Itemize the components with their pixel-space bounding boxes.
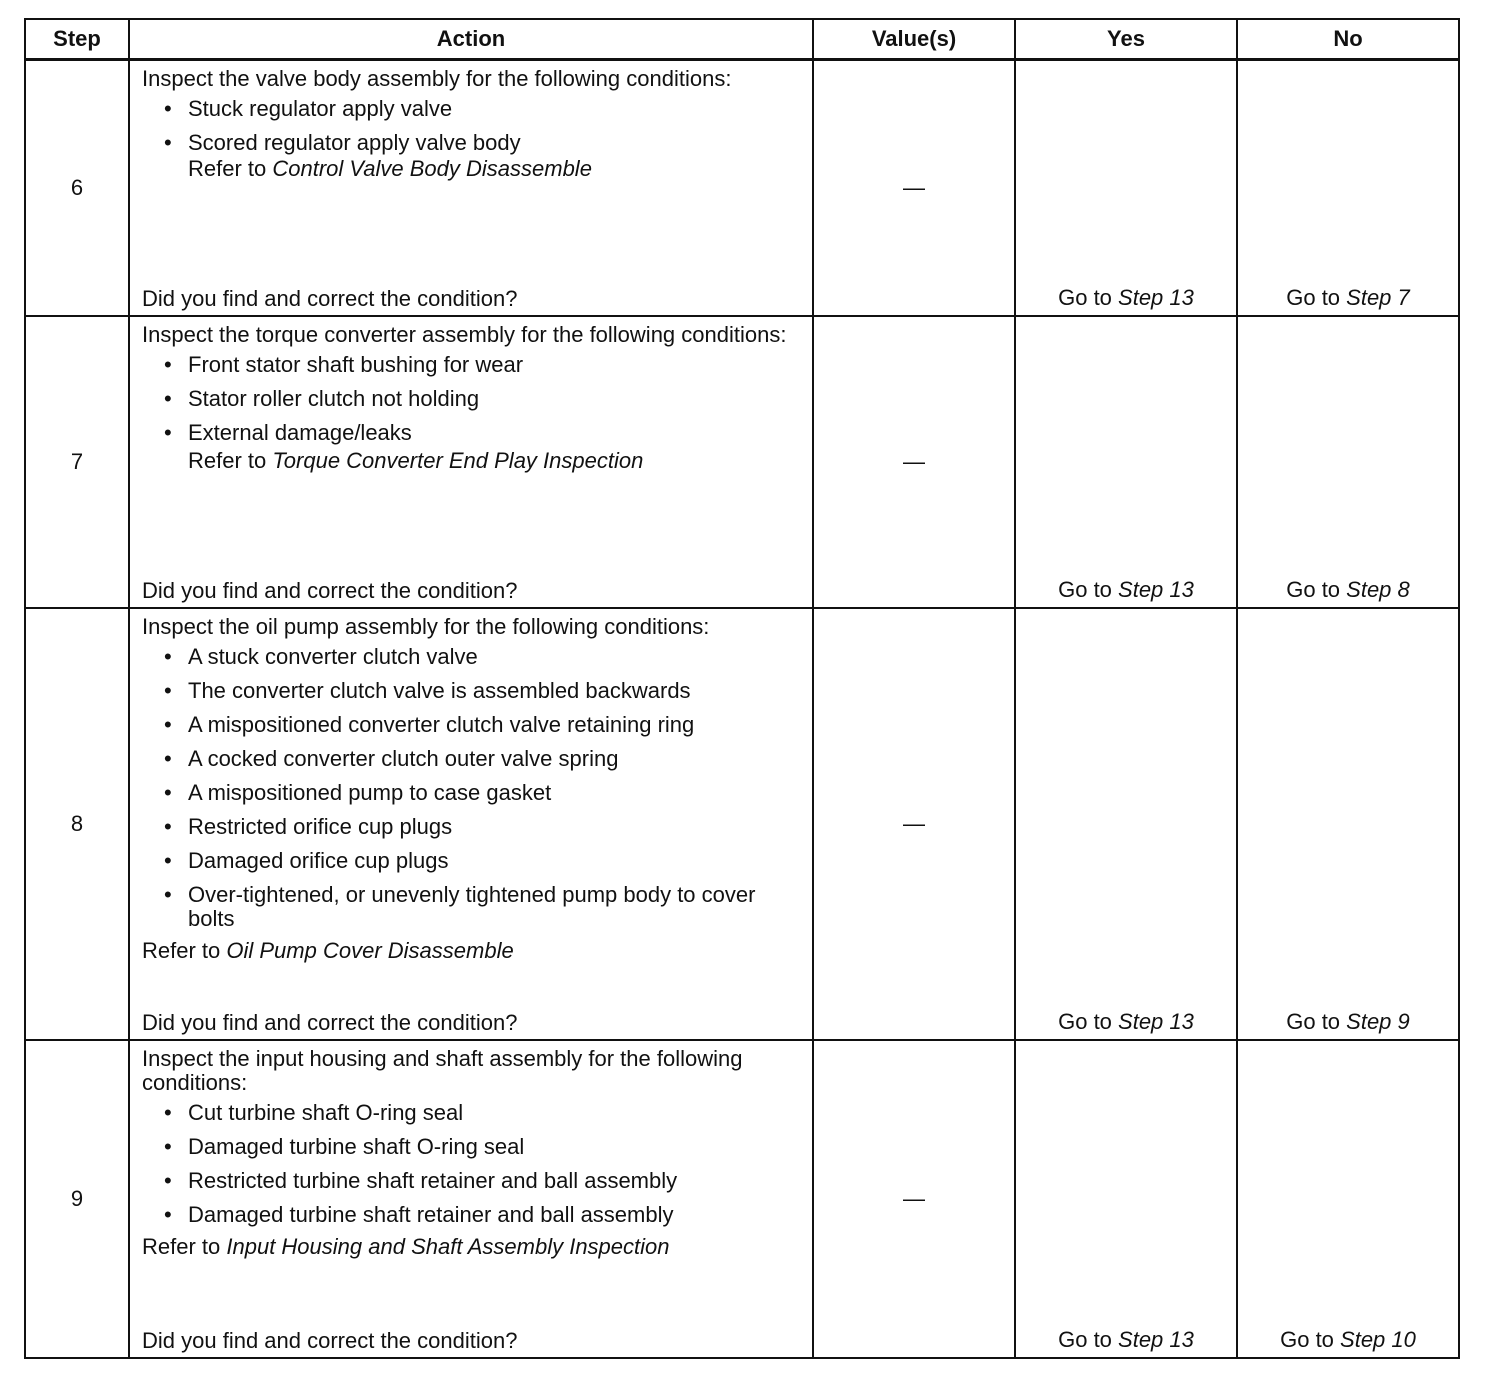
- condition-item: • Cut turbine shaft O-ring seal: [164, 1101, 800, 1125]
- refer-link[interactable]: Oil Pump Cover Disassemble: [226, 938, 514, 963]
- action-cell: [129, 1040, 813, 1358]
- condition-item: • External damage/leaks: [164, 421, 800, 445]
- action-intro: Inspect the input housing and shaft assembly for the following conditions:: [142, 1046, 743, 1095]
- condition-item: • A mispositioned pump to case gasket: [164, 781, 800, 805]
- no-cell: [1237, 608, 1459, 1040]
- table-row: [25, 60, 1459, 317]
- condition-item: • Over-tightened, or unevenly tightened pump body to cover bolts: [164, 883, 800, 931]
- table-row: [25, 1040, 1459, 1358]
- no-goto[interactable]: Go to Step 9: [1286, 1009, 1410, 1034]
- header-no: No: [1237, 19, 1459, 60]
- refer-line: [142, 939, 800, 963]
- refer-link[interactable]: Torque Converter End Play Inspection: [272, 448, 644, 473]
- no-cell: [1237, 1040, 1459, 1358]
- table-row: [25, 316, 1459, 608]
- step-number: 8: [25, 608, 129, 1040]
- refer-prefix: Refer to: [142, 938, 227, 963]
- yes-goto[interactable]: Go to Step 13: [1058, 285, 1194, 310]
- condition-list: [142, 97, 800, 155]
- diagnostic-table: [24, 18, 1460, 1359]
- condition-item: • Front stator shaft bushing for wear: [164, 353, 800, 377]
- refer-prefix: Refer to: [188, 448, 273, 473]
- condition-item: • Damaged turbine shaft retainer and ball assembly: [164, 1203, 800, 1227]
- yes-goto[interactable]: Go to Step 13: [1058, 1327, 1194, 1352]
- no-goto[interactable]: Go to Step 8: [1286, 577, 1410, 602]
- yes-cell: [1015, 316, 1237, 608]
- step-number: 6: [25, 60, 129, 317]
- yes-goto[interactable]: Go to Step 13: [1058, 577, 1194, 602]
- value-cell: —: [813, 1040, 1015, 1358]
- condition-item: • Restricted orifice cup plugs: [164, 815, 800, 839]
- condition-item: • Stator roller clutch not holding: [164, 387, 800, 411]
- yes-goto[interactable]: Go to Step 13: [1058, 1009, 1194, 1034]
- step-number: 7: [25, 316, 129, 608]
- no-cell: [1237, 316, 1459, 608]
- condition-item: • Damaged orifice cup plugs: [164, 849, 800, 873]
- value-cell: —: [813, 608, 1015, 1040]
- header-action: Action: [129, 19, 813, 60]
- action-cell: [129, 60, 813, 317]
- refer-line: [142, 449, 800, 473]
- action-question: Did you find and correct the condition?: [142, 1010, 518, 1035]
- value-cell: —: [813, 316, 1015, 608]
- condition-list: [142, 353, 800, 445]
- step-number: 9: [25, 1040, 129, 1358]
- condition-item: • Damaged turbine shaft O-ring seal: [164, 1135, 800, 1159]
- no-goto[interactable]: Go to Step 7: [1286, 285, 1410, 310]
- action-intro: Inspect the oil pump assembly for the following conditions:: [142, 614, 710, 639]
- action-intro: Inspect the valve body assembly for the following conditions:: [142, 66, 732, 91]
- action-question: Did you find and correct the condition?: [142, 1328, 518, 1353]
- action-cell: [129, 608, 813, 1040]
- condition-list: [142, 645, 800, 931]
- condition-item: • Stuck regulator apply valve: [164, 97, 800, 121]
- header-yes: Yes: [1015, 19, 1237, 60]
- action-question: Did you find and correct the condition?: [142, 286, 518, 311]
- no-cell: [1237, 60, 1459, 317]
- value-cell: —: [813, 60, 1015, 317]
- yes-cell: [1015, 1040, 1237, 1358]
- condition-item: • The converter clutch valve is assembled backwards: [164, 679, 800, 703]
- no-goto[interactable]: Go to Step 10: [1280, 1327, 1416, 1352]
- header-step: Step: [25, 19, 129, 60]
- action-cell: [129, 316, 813, 608]
- condition-item: • A stuck converter clutch valve: [164, 645, 800, 669]
- yes-cell: [1015, 608, 1237, 1040]
- condition-item: • A mispositioned converter clutch valve retaining ring: [164, 713, 800, 737]
- refer-link[interactable]: Input Housing and Shaft Assembly Inspection: [226, 1234, 670, 1259]
- refer-line: [142, 1235, 800, 1259]
- header-values: Value(s): [813, 19, 1015, 60]
- table-row: [25, 608, 1459, 1040]
- action-question: Did you find and correct the condition?: [142, 578, 518, 603]
- condition-item: • Restricted turbine shaft retainer and ball assembly: [164, 1169, 800, 1193]
- refer-prefix: Refer to: [142, 1234, 227, 1259]
- header-row: [25, 19, 1459, 60]
- condition-item: • Scored regulator apply valve body: [164, 131, 800, 155]
- refer-prefix: Refer to: [188, 156, 273, 181]
- condition-item: • A cocked converter clutch outer valve spring: [164, 747, 800, 771]
- refer-link[interactable]: Control Valve Body Disassemble: [272, 156, 592, 181]
- action-intro: Inspect the torque converter assembly for the following conditions:: [142, 322, 787, 347]
- condition-list: [142, 1101, 800, 1227]
- refer-line: [142, 157, 800, 181]
- yes-cell: [1015, 60, 1237, 317]
